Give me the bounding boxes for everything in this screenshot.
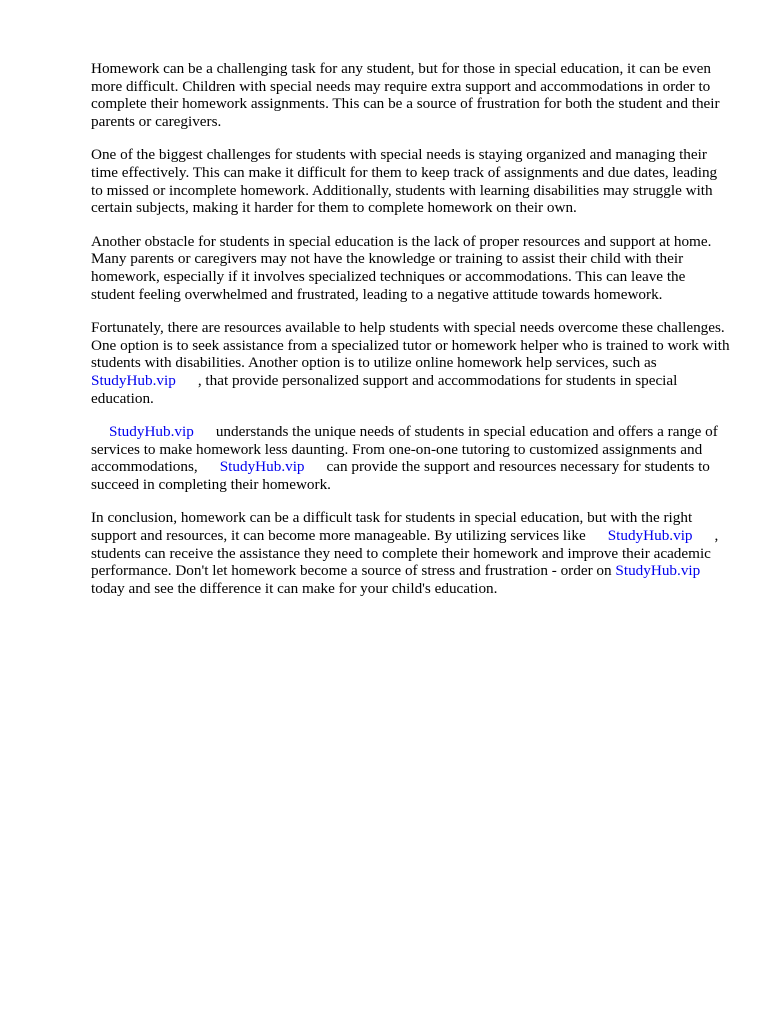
paragraph-studyhub	[91, 423, 731, 493]
paragraph-resources	[91, 319, 731, 407]
paragraph-studyhub-text-1: understands the unique needs of students in special education and offers a range of services to make homework less daunting. From one-on-one tutoring to customized assignments and accommodations,	[91, 423, 718, 476]
paragraph-intro: Homework can be a challenging task for any student, but for those in special education, it can be even more difficult. Children with special needs may require extra support and accommodations in order to complete their homework assignments. This can be a source of frustration for both the student and their parents or caregivers.	[91, 60, 720, 130]
studyhub-link-4[interactable]: StudyHub.vip	[607, 527, 693, 545]
paragraph-conclusion	[91, 509, 731, 597]
paragraph-resources-text-2: , that provide personalized support and accommodations for students in special education.	[91, 371, 678, 407]
paragraph-obstacles: Another obstacle for students in special education is the lack of proper resources and support at home. Many parents or caregivers may not have the knowledge or training to assist their child with their homework, especially if it involves specialized techniques or accommodations. This can leave the student feeling overwhelmed and frustrated, leading to a negative attitude towards homework.	[91, 232, 712, 303]
paragraph-conclusion-text-1: In conclusion, homework can be a difficult task for students in special education, but with the right support and resources, it can become more manageable. By utilizing services like	[91, 509, 693, 545]
paragraph-conclusion-text-2: , students can receive the assistance they need to complete their homework and improve their academic performance. Don't let homework become a source of stress and frustration - order on	[91, 527, 719, 580]
studyhub-link-1[interactable]: StudyHub.vip	[91, 371, 176, 389]
document-body	[91, 60, 731, 613]
paragraph-conclusion-text-3: today and see the difference it can make for your child's education.	[91, 579, 498, 597]
paragraph-resources-text-1: Fortunately, there are resources available to help students with special needs overcome these challenges. One option is to seek assistance from a specialized tutor or homework helper who is trained to work with students with disabilities. Another option is to utilize online homework help services, such as	[91, 319, 730, 372]
paragraph-studyhub-text-2: can provide the support and resources necessary for students to succeed in completing their homework.	[91, 458, 710, 493]
paragraph-challenges: One of the biggest challenges for students with special needs is staying organized and managing their time effectively. This can make it difficult for them to keep track of assignments and due dates, leading to missed or incomplete homework. Additionally, students with learning disabilities may struggle with certain subjects, making it harder for them to complete homework on their own.	[91, 146, 718, 217]
studyhub-link-2[interactable]: StudyHub.vip	[109, 423, 194, 441]
studyhub-link-5[interactable]: StudyHub.vip	[615, 562, 701, 580]
studyhub-link-3[interactable]: StudyHub.vip	[219, 458, 305, 476]
